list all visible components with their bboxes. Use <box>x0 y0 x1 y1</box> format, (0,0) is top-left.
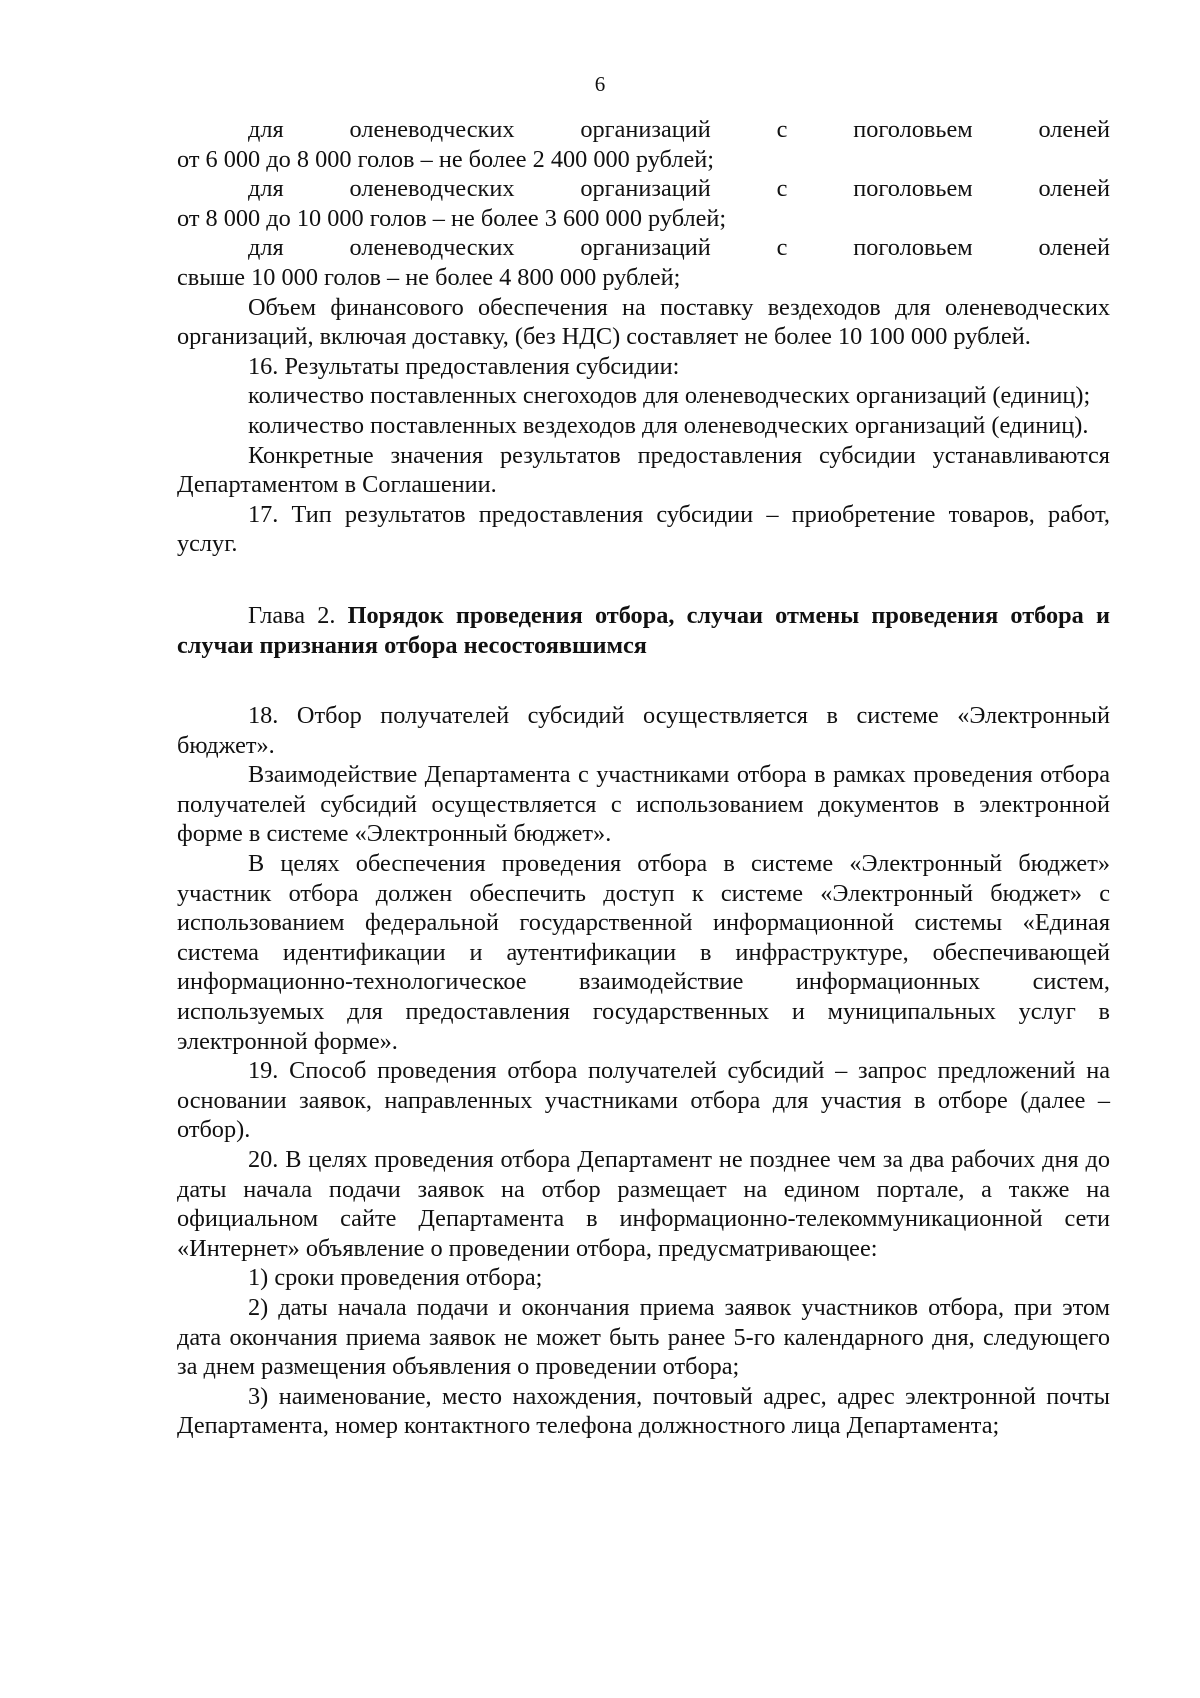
paragraph-reindeer-8000: для оленеводческих организаций с поголовьем оленей <box>248 175 1110 203</box>
list-item-3: 3) наименование, место нахождения, почтовый адрес, адрес электронной почты Департамента, номер контактного телефона должностного лица Департамента; <box>177 1382 1110 1440</box>
paragraph-item-20: 20. В целях проведения отбора Департамент не позднее чем за два рабочих дня до даты начала подачи заявок на отбор размещает на едином портале, а также на официальном сайте Департамента в информационно-телекоммуникационной сети «Интернет» объявление о проведении отбора, предусматривающее: <box>177 1146 1110 1262</box>
paragraph-allterrain-funding: Объем финансового обеспечения на поставку вездеходов для оленеводческих организаций, включая доставку, (без НДС) составляет не более 10 100 000 рублей. <box>177 293 1110 351</box>
paragraph-item-18: 18. Отбор получателей субсидий осуществляется в системе «Электронный бюджет». <box>177 702 1110 759</box>
paragraph-allterrain-count: количество поставленных вездеходов для оленеводческих организаций (единиц). <box>248 411 1089 439</box>
chapter-heading <box>177 601 1110 660</box>
paragraph-reindeer-8000-amount: от 8 000 до 10 000 голов – не более 3 600 000 рублей; <box>177 204 727 232</box>
paragraph-item-19: 19. Способ проведения отбора получателей субсидий – запрос предложений на основании заявок, направленных участниками отбора для участия в отборе (далее – отбор). <box>177 1057 1110 1144</box>
paragraph-reindeer-6000-amount: от 6 000 до 8 000 голов – не более 2 400 000 рублей; <box>177 145 714 173</box>
paragraph-item-17: 17. Тип результатов предоставления субсидии – приобретение товаров, работ, услуг. <box>177 500 1110 558</box>
paragraph-reindeer-6000: для оленеводческих организаций с поголовьем оленей <box>248 116 1110 143</box>
chapter-prefix: Глава 2. <box>248 601 336 629</box>
paragraph-specific-values: Конкретные значения результатов предоставления субсидии устанавливаются Департаментом в Соглашении. <box>177 441 1110 499</box>
document-body <box>177 115 1110 1441</box>
page-number: 6 <box>594 72 606 96</box>
paragraph-snowmobiles-count: количество поставленных снегоходов для оленеводческих организаций (единиц); <box>248 382 1091 410</box>
list-item-2: 2) даты начала подачи и окончания приема заявок участников отбора, при этом дата окончания приема заявок не может быть ранее 5-го календарного дня, следующего за днем размещения объявления о проведении отбора; <box>177 1293 1110 1381</box>
chapter-title: Порядок проведения отбора, случаи отмены проведения отбора и случаи признания отбора несостоявшимся <box>177 601 1110 659</box>
paragraph-reindeer-10000: для оленеводческих организаций с поголовьем оленей <box>248 234 1110 262</box>
paragraph-reindeer-10000-amount: свыше 10 000 голов – не более 4 800 000 рублей; <box>177 263 681 291</box>
paragraph-access: В целях обеспечения проведения отбора в системе «Электронный бюджет» участник отбора должен обеспечить доступ к системе «Электронный бюджет» с использованием федеральной государственной информационной системы «Единая система идентификации и аутентификации в инфраструктуре, обеспечивающей информационно-технологическое взаимодействие информационных систем, используемых для предоставления государственных и муниципальных услуг в электронной форме». <box>177 850 1110 1055</box>
list-item-1: 1) сроки проведения отбора; <box>248 1264 543 1292</box>
paragraph-interaction: Взаимодействие Департамента с участниками отбора в рамках проведения отбора получателей субсидий осуществляется с использованием документов в электронной форме в системе «Электронный бюджет». <box>177 761 1110 848</box>
paragraph-item-16: 16. Результаты предоставления субсидии: <box>248 352 680 380</box>
